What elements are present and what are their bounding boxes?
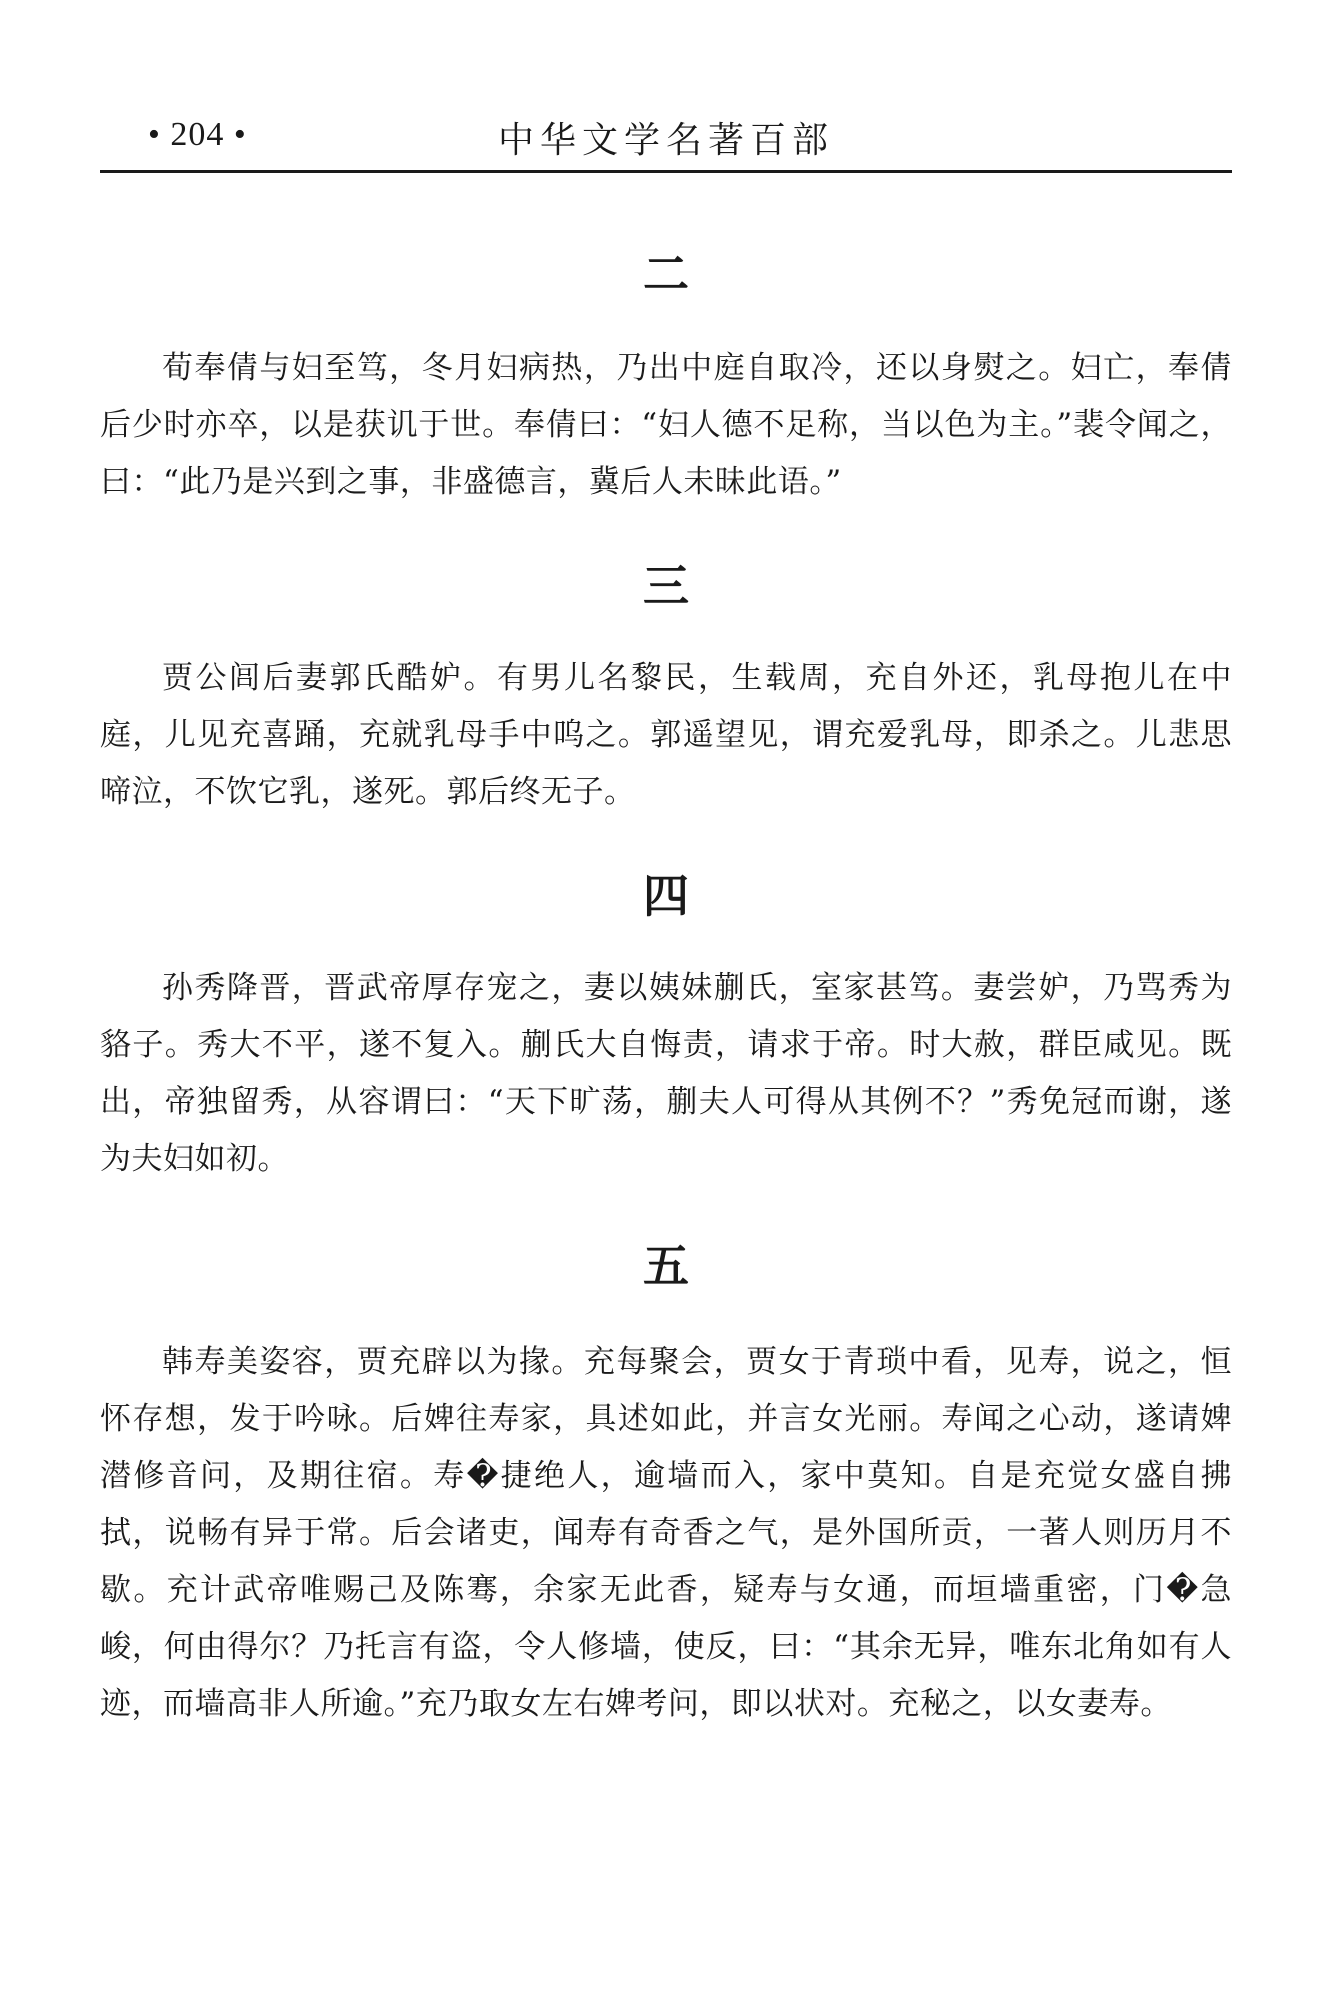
section-paragraph: 孙秀降晋，晋武帝厚存宠之，妻以姨妹蒯氏，室家甚笃。妻尝妒，乃骂秀为貉子。秀大不平，遂不复入。蒯氏大自悔责，请求于帝。时大赦，群臣咸见。既出，帝独留秀，从容谓曰：“天下旷荡，蒯夫人可得从其例不？”秀免冠而谢，遂为夫妇如初。: [100, 970, 1232, 1177]
section-title: 四: [643, 869, 689, 923]
section-paragraph: 贾公闾后妻郭氏酷妒。有男儿名黎民，生载周，充自外还，乳母抱儿在中庭，儿见充喜踊，充就乳母手中呜之。郭遥望见，谓充爱乳母，即杀之。儿悲思啼泣，不饮它乳，遂死。郭后终无子。: [100, 660, 1232, 810]
page-number: • 204 •: [148, 116, 247, 153]
section-4: [100, 866, 1232, 1188]
page-content: [100, 244, 1232, 1733]
section-paragraph: 韩寿美姿容，贾充辟以为掾。充每聚会，贾女于青琐中看，见寿，说之，恒怀存想，发于吟咏。后婢往寿家，具述如此，并言女光丽。寿闻之心动，遂请婢潜修音问，及期往宿。寿�捷绝人，逾墙而入，家中莫知。自是充觉女盛自拂拭，说畅有异于常。后会诸吏，闻寿有奇香之气，是外国所贡，一著人则历月不歇。充计武帝唯赐己及陈骞，余家无此香，疑寿与女通，而垣墙重密，门�急峻，何由得尔？乃托言有盗，令人修墙，使反，曰：“其余无异，唯东北角如有人迹，而墙高非人所逾。”充乃取女左右婢考问，即以状对。充秘之，以女妻寿。: [100, 1344, 1232, 1722]
book-title: 中华文学名著百部: [497, 120, 834, 161]
section-5: [100, 1236, 1232, 1733]
header-rule: [100, 170, 1232, 173]
section-2: [100, 244, 1232, 511]
section-3: [100, 556, 1232, 821]
section-title: 五: [643, 1239, 689, 1293]
section-paragraph: 荀奉倩与妇至笃，冬月妇病热，乃出中庭自取冷，还以身熨之。妇亡，奉倩后少时亦卒，以是获讥于世。奉倩曰：“妇人德不足称，当以色为主。”裴令闻之，曰：“此乃是兴到之事，非盛德言，冀后人未昧此语。”: [100, 350, 1232, 500]
running-header: [100, 108, 1232, 172]
section-title: 三: [643, 559, 689, 613]
section-title: 二: [643, 247, 689, 301]
